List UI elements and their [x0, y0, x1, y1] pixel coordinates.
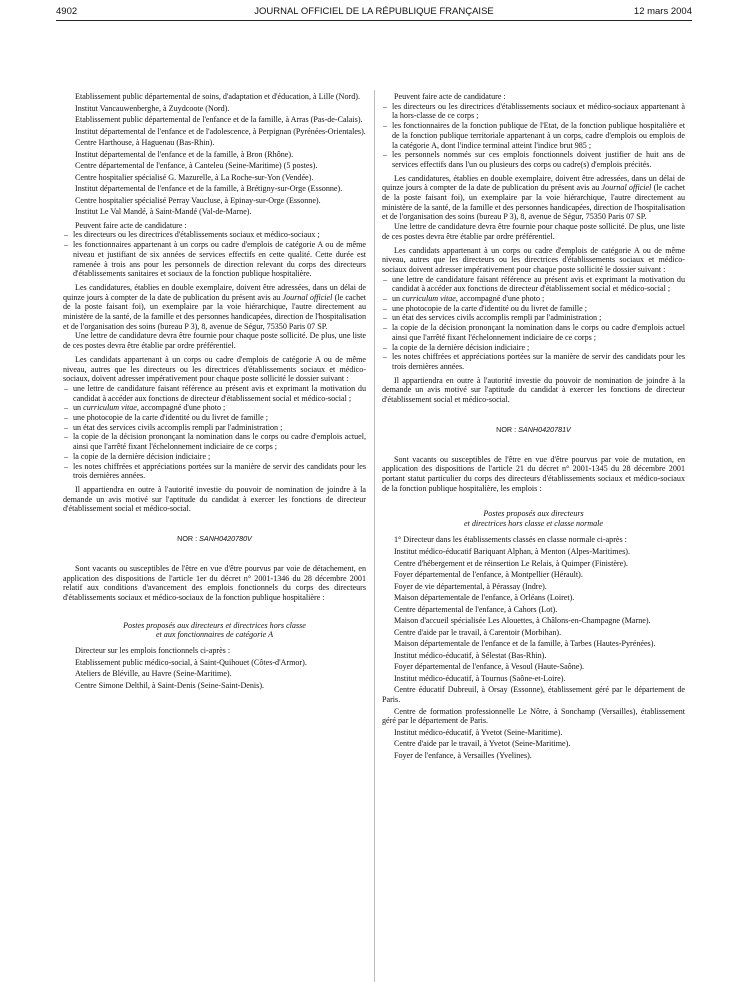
establishment-item: Etablissement public départemental de l'enfance et de la famille, à Arras (Pas-de-Calais).	[75, 115, 363, 124]
lettre-paragraph: Une lettre de candidature devra être fournie pour chaque poste sollicité. De plus, une liste de ces postes devra être établie par ordre préférentiel.	[382, 222, 685, 241]
nor-reference: NOR : SANH0420780V	[177, 534, 252, 544]
establishment-item: Centre Harthouse, à Haguenau (Bas-Rhin).	[75, 138, 215, 147]
establishment-item: Centre départemental de l'enfance, à Canteleu (Seine-Maritime) (5 postes).	[75, 161, 318, 170]
dossier-item: – un curriculum vitae, accompagné d'une photo ;	[382, 294, 685, 304]
establishment-item: Institut départemental de l'enfance et de la famille, à Bron (Rhône).	[75, 149, 294, 159]
establishment-item: Centre hospitalier spécialisé G. Mazurelle, à La Roche-sur-Yon (Vendée).	[75, 172, 314, 182]
eligibility-item: – les fonctionnaires appartenant à un corps ou cadre d'emplois de catégorie A ou de même niveau et justifiant de six années de services effectifs en cette qualité. Cette durée est ramenée à trois ans pour les personnels de direction relevant du corps des directeurs d'établissements sanitaires et sociaux de la fonction publique hospitalière.	[63, 240, 366, 279]
dossier-item: – une photocopie de la carte d'identité ou du livret de famille ;	[63, 413, 366, 423]
header-rule	[56, 20, 692, 21]
vacants-paragraph: Sont vacants ou susceptibles de l'être en vue d'être pourvus par voie de détachement, en application des dispositions de l'article 1er du décret n° 2001-1346 du 28 décembre 2001 relatif aux conditions d'avancement des emplois fonctionnels du corps des directeurs d'établissements sociaux et médico-sociaux de la fonction publique hospitalière :	[63, 563, 366, 602]
establishment-item: Maison d'accueil spécialisée Les Alouettes, à Châlons-en-Champagne (Marne).	[394, 616, 651, 626]
dossier-item: – la copie de la dernière décision indiciaire ;	[63, 452, 366, 462]
establishment-list-top	[63, 92, 366, 217]
establishment-item: Etablissement public médico-social, à Saint-Quihouet (Côtes-d'Armor).	[75, 657, 307, 667]
publication-date: 12 mars 2004	[633, 6, 692, 17]
dossier-item: – une lettre de candidature faisant référence au présent avis et exprimant la motivation du candidat à accéder aux fonctions de directeur d'établissement social et médico-social ;	[63, 384, 366, 403]
establishment-item: Institut départemental de l'enfance et de la famille, à Brétigny-sur-Orge (Essonne).	[75, 184, 343, 193]
dossier-item: – la copie de la dernière décision indiciaire ;	[382, 343, 685, 353]
establishment-item: Centre de formation professionnelle Le Nôtre, à Sonchamp (Versailles), établissement géré par le département de Paris.	[382, 706, 685, 726]
candidats-paragraph: Les candidats appartenant à un corps ou cadre d'emplois de catégorie A ou de même niveau, autres que les directeurs ou les directrices d'établissements sociaux et médico-sociaux doivent adresser impérativement pour chaque poste sollicité le dossier suivant :	[382, 245, 685, 274]
page-header	[56, 4, 692, 20]
section-subtitle: Postes proposés aux directeurs et directrices hors classe et aux fonctionnaires de catégorie A	[123, 620, 306, 640]
eligibility-item: – les personnels nommés sur ces emplois fonctionnels doivent justifier de huit ans de services effectifs dans l'un ou plusieurs des corps ou cadre(s) d'emplois précités.	[382, 150, 685, 169]
establishment-item: Foyer départemental de l'enfance, à Montpellier (Hérault).	[394, 570, 583, 580]
establishment-list	[382, 547, 685, 760]
establishment-item: Institut départemental de l'enfance et de l'adolescence, à Perpignan (Pyrénées-Orientales).	[75, 126, 366, 136]
establishment-item: Centre d'aide par le travail, à Carentoir (Morbihan).	[394, 627, 562, 637]
establishment-item: Centre départemental de l'enfance, à Cahors (Lot).	[394, 604, 558, 614]
dossier-item: – un état des services civils accomplis rempli par l'administration ;	[63, 423, 366, 433]
eligibility-list	[382, 102, 685, 170]
eligibility-item: – les fonctionnaires de la fonction publique de l'Etat, de la fonction publique hospitalière et de la fonction publique territoriale appartenant à un corps, cadre d'emplois ou emplois de la catégorie A, dont l'indice terminal atteint l'indice brut 985 ;	[382, 121, 685, 150]
establishment-item: Etablissement public départemental de soins, d'adaptation et d'éducation, à Lille (Nord).	[75, 92, 360, 101]
lettre-paragraph: Une lettre de candidature devra être fournie pour chaque poste sollicité. De plus, une liste de ces postes devra être établie par ordre préférentiel.	[63, 331, 366, 351]
peuvent-intro: Peuvent faire acte de candidature :	[394, 92, 506, 101]
dossier-list	[63, 384, 366, 481]
nor-code: SANH0420780V	[199, 534, 252, 544]
dossier-item: – une photocopie de la carte d'identité ou du livret de famille ;	[382, 304, 685, 314]
establishment-item: Centre d'hébergement et de réinsertion Le Relais, à Quimper (Finistère).	[394, 558, 628, 568]
establishment-item: Institut médico-éducatif, à Sélestat (Bas-Rhin).	[394, 650, 547, 660]
autorite-paragraph: Il appartiendra en outre à l'autorité investie du pouvoir de nomination de joindre à la demande un avis motivé sur l'aptitude du candidat à exercer les fonctions de directeur d'établissement social et médico-social.	[63, 484, 366, 514]
vacants-paragraph: Sont vacants ou susceptibles de l'être en vue d'être pourvus par voie de mutation, en application des dispositions de l'article 21 du décret n° 2001-1345 du 28 décembre 2001 portant statut particulier du corps des directeurs d'établissements sociaux et médico-sociaux de la fonction publique hospitalière, les emplois :	[382, 454, 685, 493]
page-number: 4902	[56, 6, 78, 17]
dossier-item: – les notes chiffrées et appréciations portées sur la manière de servir des candidats pour les trois dernières années.	[63, 462, 366, 481]
establishment-item: Maison départementale de l'enfance et de la famille, à Tarbes (Hautes-Pyrénées).	[394, 639, 656, 649]
establishment-item: Ateliers de Bléville, au Havre (Seine-Maritime).	[75, 669, 232, 679]
dossier-item: – un curriculum vitae, accompagné d'une photo ;	[63, 403, 366, 413]
establishment-item: Institut médico-éducatif, à Yvetot (Seine-Maritime).	[394, 727, 563, 737]
dossier-list	[382, 275, 685, 372]
journal-title: JOURNAL OFFICIEL DE LA RÉPUBLIQUE FRANÇAISE	[254, 6, 494, 17]
column-divider	[374, 90, 375, 982]
section-subtitle: Postes proposés aux directeurs et directrices hors classe et classe normale	[463, 509, 604, 529]
eligibility-item: – les directeurs ou les directrices d'établissements sociaux et médico-sociaux appartenant à la hors-classe de ce corps ;	[382, 102, 685, 121]
dossier-item: – la copie de la décision prononçant la nomination dans le corps ou cadre d'emplois actuel, ainsi que l'arrêté fixant l'échelonnement indiciaire de ce corps ;	[63, 432, 366, 451]
dossier-item: – les notes chiffrées et appréciations portées sur la manière de servir des candidats pour les trois dernières années.	[382, 352, 685, 371]
dossier-item: – une lettre de candidature faisant référence au présent avis et exprimant la motivation du candidat à accéder aux fonctions de directeur d'établissement social et médico-social ;	[382, 275, 685, 294]
establishment-item: Foyer de vie départemental, à Pérassay (Indre).	[394, 581, 547, 591]
establishment-item: Centre éducatif Dubreuil, à Orsay (Essonne), établissement géré par le département de Paris.	[382, 685, 685, 705]
candidats-paragraph: Les candidats appartenant à un corps ou cadre d'emplois de catégorie A ou de même niveau, autres que les directeurs ou les directrices d'établissements sociaux et médico-sociaux, doivent adresser impérativement pour chaque poste sollicité le dossier suivant :	[63, 354, 366, 384]
establishment-list-bottom	[63, 658, 366, 691]
establishment-item: Centre hospitalier spécialisé Perray Vaucluse, à Epinay-sur-Orge (Essonne).	[75, 195, 321, 205]
establishment-item: Centre Simone Delthil, à Saint-Denis (Seine-Saint-Denis).	[75, 680, 265, 690]
dossier-item: – un état des services civils accomplis rempli par l'administration ;	[382, 313, 685, 323]
eligibility-item: – les directeurs ou les directrices d'établissements sociaux et médico-sociaux ;	[63, 230, 366, 240]
journal-officiel-ref: Journal officiel	[282, 292, 333, 302]
nor-code: SANH0420781V	[518, 424, 571, 434]
eligibility-list	[63, 230, 366, 279]
candidatures-paragraph: Les candidatures, établies en double exemplaire, doivent être adressées, dans un délai de quinze jours à compter de la date de publication du présent avis au Journal officiel (le cachet de la poste faisant foi), un exemplaire par la voie hiérarchique, l'autre directement au ministère de la santé, de la famille et des personnes handicapées, direction de l'hospitalisation et de l'organisation des soins (bureau P 3), 8, avenue de Ségur, 75350 Paris 07 SP.	[63, 282, 367, 331]
establishment-item: Foyer de l'enfance, à Versailles (Yvelines).	[394, 750, 532, 760]
autorite-paragraph: Il appartiendra en outre à l'autorité investie du pouvoir de nomination de joindre à la demande un avis motivé sur l'aptitude du candidat à exercer les fonctions de directeur d'établissement social et médico-social.	[382, 375, 685, 405]
establishment-item: Institut médico-éducatif Bariquant Alphan, à Menton (Alpes-Maritimes).	[394, 547, 631, 557]
journal-officiel-ref: Journal officiel	[601, 183, 652, 193]
nor-reference: NOR : SANH0420781V	[496, 424, 571, 434]
directeur-intro: Directeur sur les emplois fonctionnels ci-après :	[75, 646, 231, 656]
candidatures-paragraph: Les candidatures, établies en double exemplaire, doivent être adressées, dans un délai de quinze jours à compter de la date de publication du présent avis au Journal officiel (le cachet de la poste faisant foi), un exemplaire par la voie hiérarchique, l'autre directement au ministère de la santé, de la famille et des personnes handicapées, direction de l'hospitalisation et de l'organisation des soins (bureau P 3), 8, avenue de Ségur, 75350 Paris 07 SP.	[382, 173, 686, 222]
establishment-item: Foyer départemental de l'enfance, à Vesoul (Haute-Saône).	[394, 662, 585, 672]
right-column	[382, 92, 685, 762]
establishment-item: Institut Vancauwenberghe, à Zuydcoote (Nord).	[75, 103, 230, 113]
dossier-item: – la copie de la décision prononçant la nomination dans le corps ou cadre d'emplois actuel ainsi que l'arrêté fixant l'échelonnement indiciaire de ce corps ;	[382, 323, 685, 342]
establishment-item: Maison départementale de l'enfance, à Orléans (Loiret).	[394, 593, 575, 603]
establishment-item: Institut médico-éducatif, à Tournus (Saône-et-Loire).	[394, 673, 566, 683]
peuvent-intro: Peuvent faire acte de candidature :	[75, 220, 187, 230]
establishment-item: Institut Le Val Mandé, à Saint-Mandé (Val-de-Marne).	[75, 207, 252, 216]
establishment-item: Centre d'aide par le travail, à Yvetot (Seine-Maritime).	[394, 739, 571, 749]
left-column	[63, 92, 366, 692]
directeur-intro: 1° Directeur dans les établissements classés en classe normale ci-après :	[394, 534, 627, 544]
